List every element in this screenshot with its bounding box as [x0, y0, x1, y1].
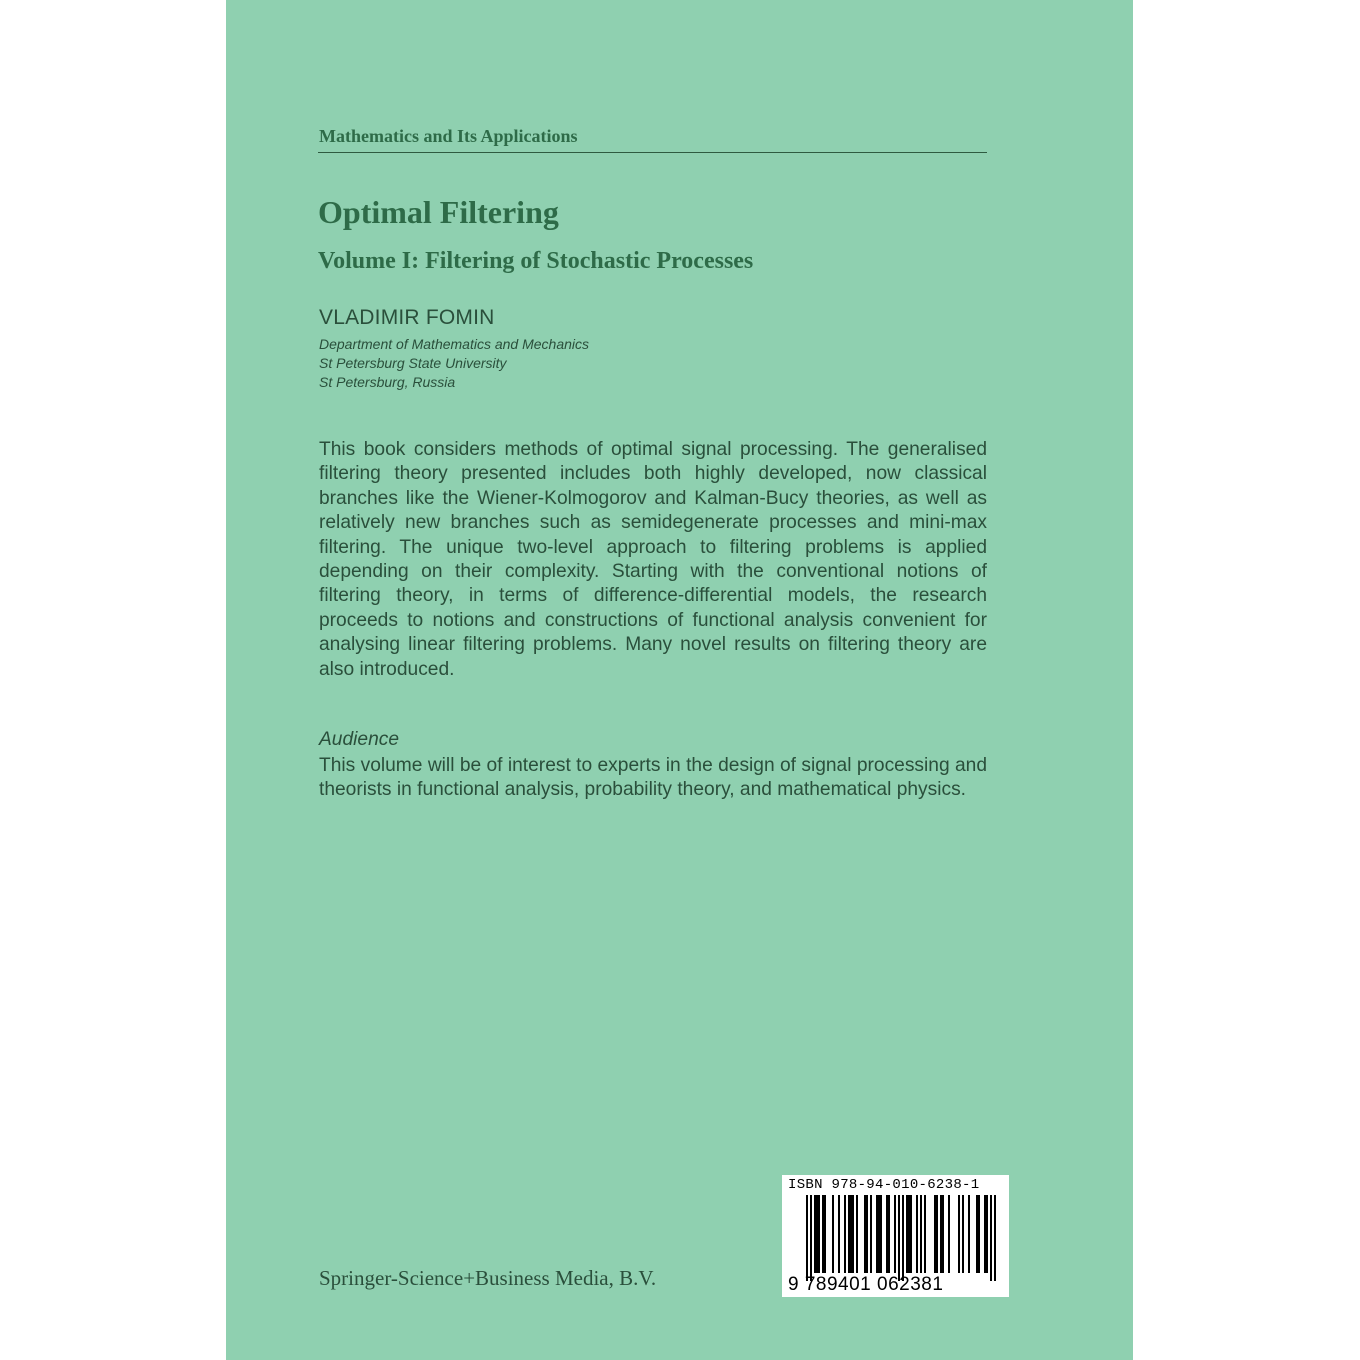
book-description: This book considers methods of optimal signal processing. The generalised filtering theory presented includes both highly developed, now classical branches like the Wiener-Kolmogorov and Kalman-Bucy theories, as well as relatively new branches such as semidegenerate processes and mini-max filtering. The unique two-level approach to filtering problems is applied depending on their complexity. Starting with the conventional notions of filtering theory, in terms of difference-differential models, the research proceeds to notions and constructions of functional analysis convenient for analysing linear filtering problems. Many novel results on filtering theory are also introduced.: [319, 439, 987, 680]
barcode-bar: [994, 1195, 996, 1281]
barcode-bar: [910, 1195, 912, 1273]
barcode-bar: [824, 1195, 826, 1273]
barcode-bar: [968, 1195, 970, 1273]
affiliation-line: St Petersburg, Russia: [319, 374, 456, 390]
barcode-number: 9 789401 062381: [788, 1274, 944, 1295]
barcode-bar: [806, 1195, 808, 1281]
barcode-bar: [920, 1195, 922, 1273]
author-name: VLADIMIR FOMIN: [319, 306, 495, 329]
publisher-name: Springer-Science+Business Media, B.V.: [319, 1266, 657, 1290]
barcode-bar: [870, 1195, 872, 1273]
barcode-bar: [852, 1195, 854, 1273]
series-title: Mathematics and Its Applications: [319, 126, 578, 146]
affiliation-line: Department of Mathematics and Mechanics: [319, 336, 590, 352]
isbn-barcode: [782, 1175, 1009, 1297]
barcode-bar: [934, 1195, 936, 1273]
barcode-bar: [822, 1195, 824, 1273]
barcode-bar: [940, 1195, 942, 1273]
barcode-bar: [936, 1195, 938, 1273]
barcode-bar: [856, 1195, 858, 1273]
barcode-bar: [916, 1195, 918, 1273]
barcode-bar: [990, 1195, 992, 1281]
isbn-label: ISBN 978-94-010-6238-1: [788, 1177, 980, 1193]
barcode-bar: [976, 1195, 978, 1273]
audience-heading: Audience: [319, 729, 400, 750]
barcode-bar: [984, 1195, 986, 1273]
barcode-bar: [886, 1195, 888, 1273]
barcode-bar: [818, 1195, 820, 1273]
barcode-bar: [978, 1195, 980, 1273]
barcode-bar: [986, 1195, 988, 1273]
barcode-bar: [844, 1195, 846, 1273]
barcode-bar: [864, 1195, 866, 1273]
barcode-bar: [888, 1195, 890, 1273]
barcode-bar: [894, 1195, 896, 1273]
barcode-bar: [898, 1195, 900, 1281]
barcode-bar: [878, 1195, 880, 1273]
barcode-bar: [906, 1195, 908, 1273]
barcode-bar: [948, 1195, 950, 1273]
barcode-bar: [958, 1195, 960, 1273]
audience-text: This volume will be of interest to experts in the design of signal processing and theorists in functional analysis, probability theory, and mathematical physics.: [319, 755, 987, 801]
barcode-bar: [876, 1195, 878, 1273]
barcode-bar: [838, 1195, 840, 1273]
barcode-bar: [814, 1195, 816, 1273]
back-cover: [226, 0, 1133, 1360]
series-rule: [318, 152, 987, 153]
barcode-bar: [942, 1195, 944, 1273]
barcode-bar: [962, 1195, 964, 1273]
barcode-bar: [832, 1195, 834, 1273]
barcode-bar: [924, 1195, 926, 1273]
book-title: Optimal Filtering: [318, 194, 559, 230]
book-subtitle: Volume I: Filtering of Stochastic Processes: [318, 248, 754, 274]
barcode-bar: [902, 1195, 904, 1281]
barcode-bar: [866, 1195, 868, 1273]
barcode-bar: [850, 1195, 852, 1273]
affiliation-line: St Petersburg State University: [319, 355, 507, 371]
barcode-bar: [908, 1195, 910, 1273]
barcode-bar: [848, 1195, 850, 1273]
author-affiliation: [319, 335, 589, 392]
barcode-bar: [816, 1195, 818, 1273]
barcode-bar: [880, 1195, 882, 1273]
barcode-bar: [810, 1195, 812, 1281]
